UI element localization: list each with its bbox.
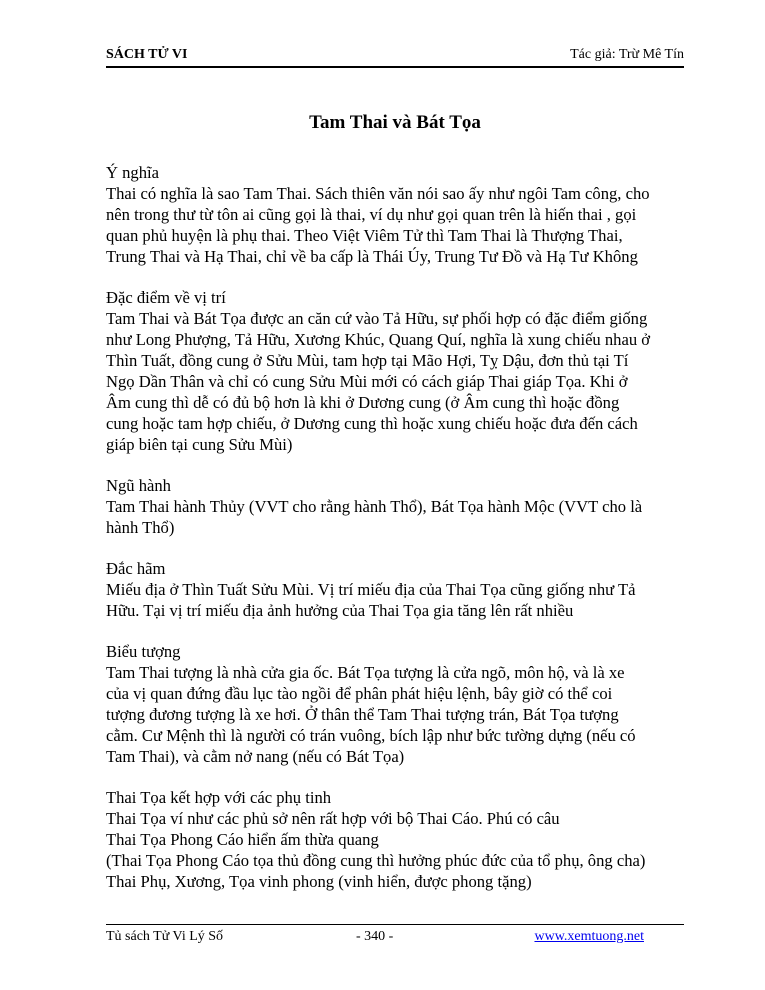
paragraph-line: Âm cung thì dễ có đủ bộ hơn là khi ở Dương cung (ở Âm cung thì hoặc đồng — [106, 393, 620, 412]
page-title: Tam Thai và Bát Tọa — [309, 112, 481, 133]
paragraph-line: giáp biên tại cung Sửu Mùi) — [106, 435, 293, 454]
book-title: SÁCH TỬ VI — [106, 47, 188, 62]
paragraph-line: Thai có nghĩa là sao Tam Thai. Sách thiên văn nói sao ấy như ngôi Tam công, cho — [106, 184, 650, 203]
section — [106, 558, 696, 621]
section — [106, 787, 696, 892]
author-credit: Tác giả: Trừ Mê Tín — [570, 47, 684, 62]
paragraph-line: (Thai Tọa Phong Cáo tọa thủ đồng cung thì hưởng phúc đức của tổ phụ, ông cha) — [106, 851, 646, 870]
section — [106, 641, 696, 767]
paragraph-line: như Long Phượng, Tả Hữu, Xương Khúc, Quang Quí, nghĩa là xung chiếu nhau ở — [106, 330, 651, 349]
paragraph-line: Thìn Tuất, đồng cung ở Sửu Mùi, tam hợp tại Mão Hợi, Tỵ Dậu, đơn thủ tại Tí — [106, 351, 629, 370]
section — [106, 162, 696, 267]
paragraph-line: của vị quan đứng đầu lục tào ngồi để phân phát hiệu lệnh, bây giờ có thể coi — [106, 684, 613, 703]
paragraph-line: Trung Thai và Hạ Thai, chỉ về ba cấp là Thái Úy, Trung Tư Đồ và Hạ Tư Không — [106, 247, 638, 266]
paragraph-line: Tam Thai), và cằm nở nang (nếu có Bát Tọa) — [106, 747, 405, 766]
page-header — [106, 44, 684, 68]
section-heading: Ngũ hành — [106, 476, 171, 495]
paragraph-line: Tam Thai tượng là nhà cửa gia ốc. Bát Tọa tượng là cửa ngõ, môn hộ, và là xe — [106, 663, 625, 682]
paragraph-line: Hữu. Tại vị trí miếu địa ảnh hưởng của Thai Tọa gia tăng lên rất nhiều — [106, 601, 574, 620]
paragraph-line: hành Thổ) — [106, 518, 175, 537]
section-heading: Thai Tọa kết hợp với các phụ tinh — [106, 788, 332, 807]
paragraph-line: quan phủ huyện là phụ thai. Theo Việt Viêm Tử thì Tam Thai là Thượng Thai, — [106, 226, 623, 245]
section-heading: Ý nghĩa — [106, 163, 159, 182]
paragraph-line: tượng đương tượng là xe hơi. Ở thân thể Tam Thai tượng trán, Bát Tọa tượng — [106, 705, 619, 724]
paragraph-line: Thai Phụ, Xương, Tọa vinh phong (vinh hiển, được phong tặng) — [106, 872, 532, 891]
paragraph-line: cung hoặc tam hợp chiếu, ở Dương cung thì hoặc xung chiếu hoặc đưa đến cách — [106, 414, 638, 433]
document-body — [106, 162, 696, 912]
footer-series: Tủ sách Tử Vi Lý Số — [106, 929, 224, 944]
section — [106, 475, 696, 538]
website-link[interactable]: www.xemtuong.net — [534, 929, 644, 944]
paragraph-line: Ngọ Dần Thân và chỉ có cung Sửu Mùi mới có cách giáp Thai giáp Tọa. Khi ở — [106, 372, 628, 391]
page-number: - 340 - — [356, 929, 394, 944]
section — [106, 287, 696, 455]
section-heading: Biểu tượng — [106, 642, 181, 661]
section-heading: Đặc điểm về vị trí — [106, 288, 226, 307]
section-heading: Đắc hãm — [106, 559, 166, 578]
paragraph-line: Miếu địa ở Thìn Tuất Sửu Mùi. Vị trí miếu địa của Thai Tọa cũng giống như Tả — [106, 580, 636, 599]
paragraph-line: Thai Tọa Phong Cáo hiển ấm thừa quang — [106, 830, 379, 849]
paragraph-line: cằm. Cư Mệnh thì là người có trán vuông, bích lập như bức tường dựng (nếu có — [106, 726, 636, 745]
page-footer — [106, 924, 684, 949]
paragraph-line: Tam Thai và Bát Tọa được an căn cứ vào Tả Hữu, sự phối hợp có đặc điểm giống — [106, 309, 648, 328]
paragraph-line: Thai Tọa ví như các phủ sở nên rất hợp với bộ Thai Cáo. Phú có câu — [106, 809, 560, 828]
paragraph-line: nên trong thư từ tôn ai cũng gọi là thai, ví dụ như gọi quan trên là hiến thai , gọi — [106, 205, 637, 224]
paragraph-line: Tam Thai hành Thủy (VVT cho rằng hành Thổ), Bát Tọa hành Mộc (VVT cho là — [106, 497, 643, 516]
